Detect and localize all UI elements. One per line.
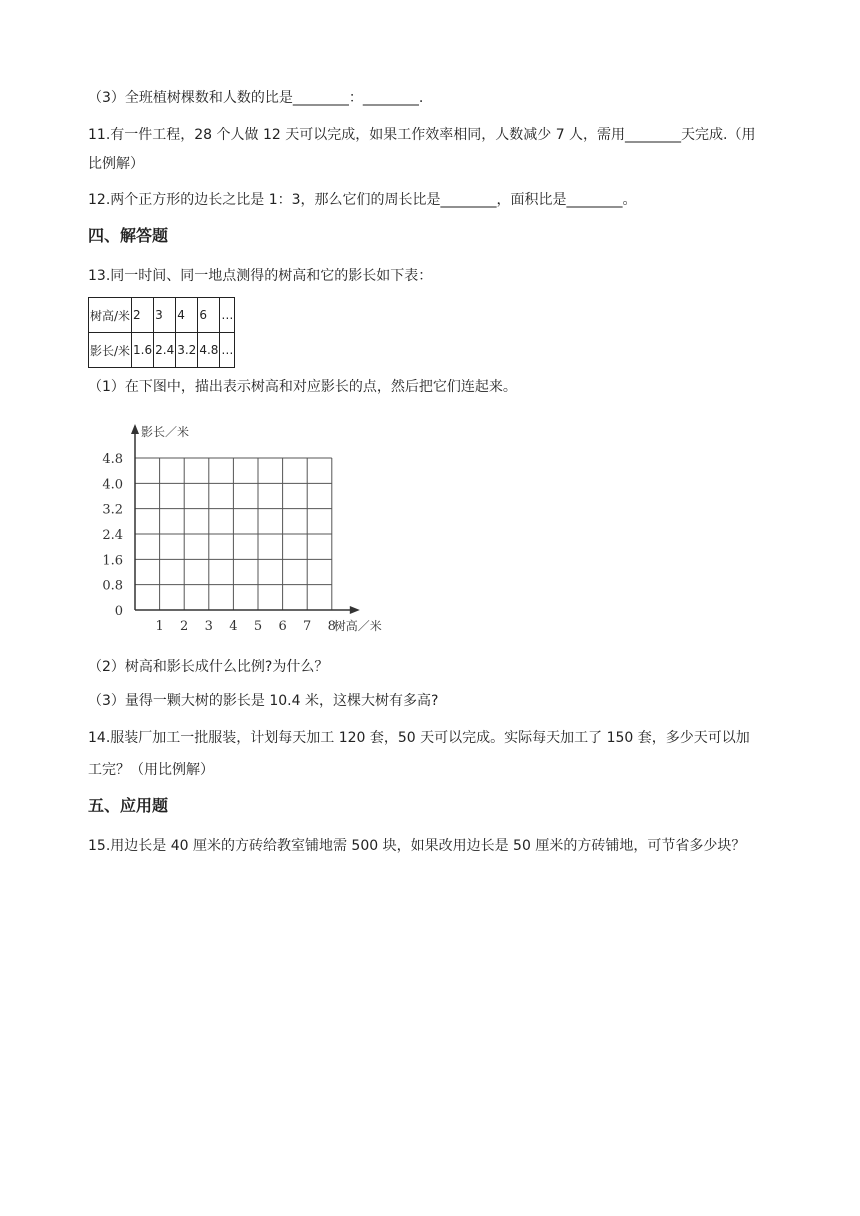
x-tick-label: 4	[229, 619, 238, 634]
section-heading-4: 四、解答题	[88, 226, 169, 245]
y-tick-label: 4.0	[102, 477, 123, 493]
question-14-line-2: 工完？（用比例解）	[88, 762, 214, 778]
table-cell: 2	[132, 298, 154, 333]
table-row	[89, 298, 235, 333]
y-tick-label: 1.6	[102, 553, 123, 569]
question-14-line-1: 14.服装厂加工一批服装，计划每天加工 120 套，50 天可以完成。实际每天加工了 150 套，多少天可以加	[88, 730, 750, 746]
table-cell: …	[220, 333, 235, 368]
y-axis-arrow-icon	[131, 424, 139, 434]
y-tick-label: 0.8	[102, 578, 123, 594]
x-tick-label: 1	[155, 619, 164, 634]
table-cell: 1.6	[132, 333, 154, 368]
question-13-part-2: （2）树高和影长成什么比例?为什么？	[88, 659, 329, 675]
x-tick-label: 6	[278, 619, 287, 634]
table-cell: 2.4	[154, 333, 176, 368]
y-tick-label: 0	[114, 604, 123, 619]
x-tick-label: 8	[327, 619, 336, 634]
question-11-line-2: 比例解）	[88, 156, 144, 172]
question-15: 15.用边长是 40 厘米的方砖给教室铺地需 500 块，如果改用边长是 50 厘米的方砖铺地，可节省多少块？	[88, 838, 746, 854]
table-cell: 树高/米	[89, 298, 132, 333]
table-cell: 4	[176, 298, 198, 333]
tree-shadow-table	[88, 297, 235, 368]
x-axis-label: 树高／米	[333, 619, 382, 633]
question-13: 13.同一时间、同一地点测得的树高和它的影长如下表：	[88, 268, 433, 284]
table-cell: 影长/米	[89, 333, 132, 368]
question-10-part-3: （3）全班植树棵数和人数的比是________：________.	[88, 90, 424, 106]
x-axis-arrow-icon	[350, 606, 360, 614]
x-tick-label: 2	[180, 619, 189, 634]
section-heading-5: 五、应用题	[88, 796, 169, 815]
question-13-part-1: （1）在下图中，描出表示树高和对应影长的点，然后把它们连起来。	[88, 379, 517, 395]
question-11-line-1: 11.有一件工程，28 个人做 12 天可以完成，如果工作效率相同，人数减少 7 人，需用________天完成.（用	[88, 127, 756, 143]
x-tick-label: 7	[303, 619, 312, 634]
table-cell: 3.2	[176, 333, 198, 368]
y-tick-label: 4.8	[102, 452, 123, 467]
x-tick-label: 3	[204, 619, 213, 634]
y-tick-label: 3.2	[102, 502, 123, 518]
table-cell: 6	[198, 298, 220, 333]
y-tick-label: 2.4	[102, 528, 123, 543]
question-13-part-3: （3）量得一颗大树的影长是 10.4 米，这棵大树有多高?	[88, 693, 439, 709]
y-axis-label: 影长／米	[141, 425, 190, 439]
table-cell: 4.8	[198, 333, 220, 368]
table-row	[89, 333, 235, 368]
blank-grid-chart	[92, 416, 392, 646]
x-tick-label: 5	[253, 619, 263, 634]
question-12: 12.两个正方形的边长之比是 1：3，那么它们的周长比是________，面积比是________。	[88, 192, 637, 208]
table-cell: 3	[154, 298, 176, 333]
table-cell: …	[220, 298, 235, 333]
